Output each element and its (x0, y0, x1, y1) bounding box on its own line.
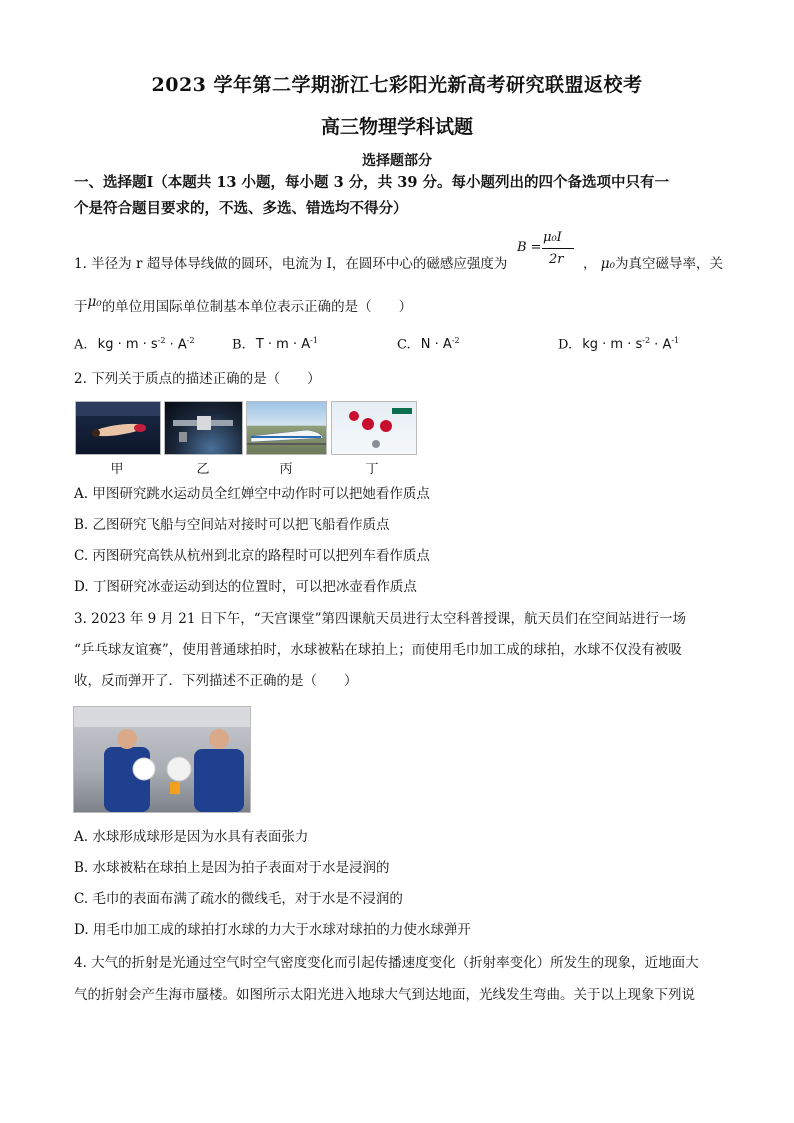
train-illustration (247, 402, 326, 454)
formula-lhs: B = (517, 240, 542, 255)
q1-option-b[interactable] (232, 336, 318, 352)
astronauts-illustration (74, 707, 250, 812)
q1-stem-part3: 于 (74, 299, 88, 315)
mu-symbol-2: μ₀ (87, 294, 102, 310)
formula-numerator: μ₀I (543, 230, 562, 245)
caption-yi: 乙 (196, 462, 210, 477)
option-label: B. (232, 337, 246, 353)
caption-bing: 丙 (279, 462, 293, 477)
photo-ding-curling (331, 401, 417, 455)
curling-illustration (332, 402, 416, 454)
spacecraft-illustration (165, 402, 242, 454)
exam-subtitle: 高三物理学科试题 (320, 116, 473, 138)
option-unit: kg · m · s (97, 337, 158, 353)
q2-stem: 2. 下列关于质点的描述正确的是（ ） (74, 371, 321, 387)
q3-option-a[interactable]: A. 水球形成球形是因为水具有表面张力 (74, 829, 309, 845)
option-label: A. (74, 337, 88, 353)
option-exp: -2 (451, 336, 460, 345)
q1-formula (515, 228, 585, 274)
q1-option-a[interactable] (74, 336, 195, 352)
diver-illustration (76, 402, 160, 454)
caption-jia: 甲 (110, 462, 124, 477)
q2-option-a[interactable]: A. 甲图研究跳水运动员全红婵空中动作时可以把她看作质点 (74, 486, 430, 502)
q2-option-c[interactable]: C. 丙图研究高铁从杭州到北京的路程时可以把列车看作质点 (74, 548, 430, 564)
q1-line1 (74, 254, 507, 274)
option-exp: -1 (310, 336, 318, 345)
option-exp: -1 (671, 336, 680, 345)
photo-yi-spacecraft (164, 401, 243, 455)
caption-ding: 丁 (365, 462, 379, 477)
part-heading-line2: 个是符合题目要求的，不选、多选、错选均不得分） (74, 200, 408, 217)
mu-symbol: μ₀ (600, 256, 615, 272)
option-unit: T · m · A (255, 337, 311, 353)
option-unit: N · A (420, 337, 452, 353)
q1-stem-part2: 为真空磁导率，关 (614, 256, 723, 272)
option-unit-mid: · A (650, 337, 672, 353)
q1-line2 (74, 294, 413, 317)
q1-stem-part1: 1. 半径为 r 超导体导线做的圆环，电流为 I，在圆环中心的磁感应强度为 (74, 256, 508, 272)
part-heading (74, 170, 724, 222)
photo-bing-train (246, 401, 327, 455)
q1-option-c[interactable] (397, 336, 460, 352)
q1-comma: ， (583, 256, 597, 272)
q1-stem-part4: 的单位用国际单位制基本单位表示正确的是（ ） (101, 299, 413, 315)
exam-title: 2023 学年第二学期浙江七彩阳光新高考研究联盟返校考 (151, 74, 643, 96)
q1-line1-tail (583, 254, 723, 274)
q3-line2: “乒乓球友谊赛”，使用普通球拍时，水球被粘在球拍上；而使用毛巾加工成的球拍，水球不仅没有被吸 (74, 642, 682, 658)
option-exp: -2 (186, 336, 195, 345)
q3-option-d[interactable]: D. 用毛巾加工成的球拍打水球的力大于水球对球拍的力使水球弹开 (74, 922, 471, 938)
q1-option-d[interactable] (558, 336, 679, 352)
fraction-bar (542, 248, 574, 249)
part-heading-line1: 一、选择题Ⅰ（本题共 13 小题，每小题 3 分，共 39 分。每小题列出的四个备选项中只有一 (74, 174, 670, 191)
q4-line1: 4. 大气的折射是光通过空气时空气密度变化而引起传播速度变化（折射率变化）所发生的现象，近地面大 (74, 955, 699, 971)
option-unit-mid: · A (165, 337, 187, 353)
formula-denominator: 2r (549, 252, 564, 267)
q2-option-d[interactable]: D. 丁图研究冰壶运动到达的位置时，可以把冰壶看作质点 (74, 579, 417, 595)
q3-line1: 3. 2023 年 9 月 21 日下午，“天宫课堂”第四课航天员进行太空科普授课，航天员们在空间站进行一场 (74, 611, 687, 627)
q3-option-c[interactable]: C. 毛巾的表面布满了疏水的微线毛，对于水是不浸润的 (74, 891, 403, 907)
q3-line3: 收，反而弹开了．下列描述不正确的是（ ） (74, 673, 358, 689)
option-exp: -2 (157, 336, 166, 345)
q4-line2: 气的折射会产生海市蜃楼。如图所示太阳光进入地球大气到达地面，光线发生弯曲。关于以上现象下列说 (74, 987, 695, 1003)
option-unit: kg · m · s (582, 337, 643, 353)
section-heading: 选择题部分 (362, 153, 432, 169)
photo-astronauts (73, 706, 251, 813)
q3-option-b[interactable]: B. 水球被粘在球拍上是因为拍子表面对于水是浸润的 (74, 860, 390, 876)
option-exp: -2 (642, 336, 651, 345)
photo-jia-diver (75, 401, 161, 455)
q2-option-b[interactable]: B. 乙图研究飞船与空间站对接时可以把飞船看作质点 (74, 517, 390, 533)
option-label: D. (558, 337, 573, 353)
option-label: C. (397, 337, 411, 353)
